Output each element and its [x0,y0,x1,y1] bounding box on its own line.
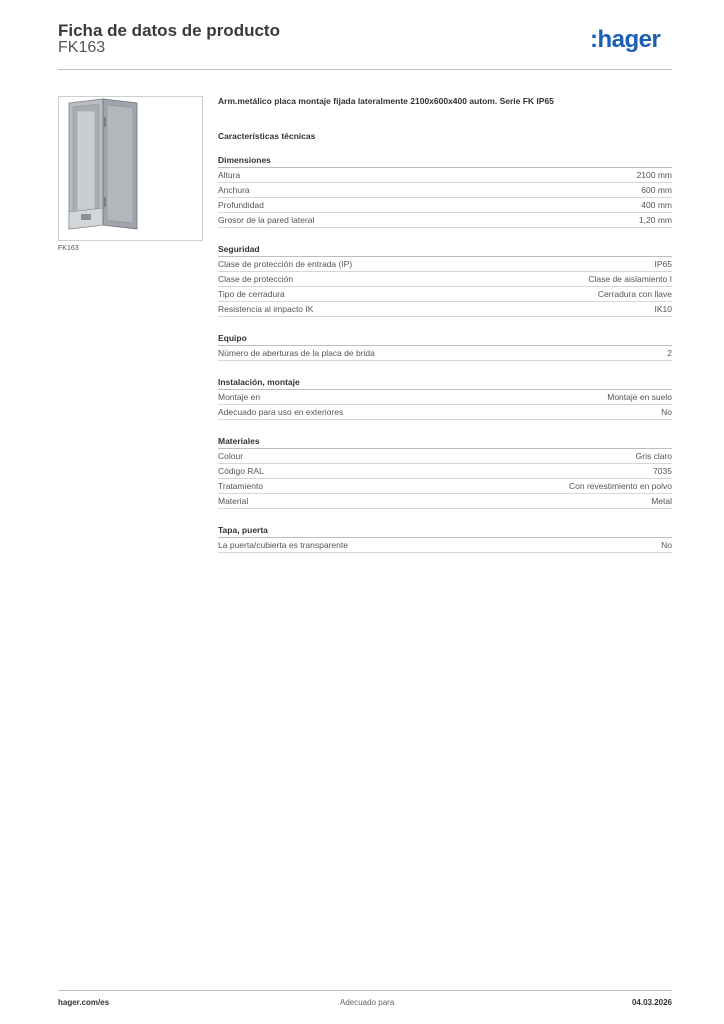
spec-label: Profundidad [218,200,264,210]
spec-value: Con revestimiento en polvo [568,481,672,491]
spec-value: IK10 [654,304,672,314]
spec-group-title: Equipo [218,332,672,346]
spec-group-title: Instalación, montaje [218,376,672,390]
footer-note: Adecuado para [340,998,395,1007]
spec-group-title: Tapa, puerta [218,524,672,538]
spec-value: Metal [651,496,672,506]
spec-label: Clase de protección de entrada (IP) [218,259,353,269]
spec-label: Montaje en [218,392,261,402]
spec-group [218,376,672,420]
spec-group [218,332,672,361]
spec-row [218,302,672,317]
spec-group [218,435,672,509]
spec-value: Montaje en suelo [607,392,672,402]
spec-value: Gris claro [635,451,672,461]
spec-label: Tipo de cerradura [218,289,285,299]
spec-row [218,538,672,553]
spec-label: Colour [218,451,244,461]
spec-value: 400 mm [641,200,672,210]
footer-date: 04.03.2026 [631,998,672,1007]
spec-group [218,243,672,317]
spec-label: Clase de protección [218,274,294,284]
spec-row [218,464,672,479]
spec-row [218,183,672,198]
spec-row [218,213,672,228]
spec-group-title: Materiales [218,435,672,449]
spec-value: Cerradura con llave [597,289,672,299]
spec-label: Material [218,496,249,506]
spec-row [218,494,672,509]
spec-row [218,198,672,213]
spec-group-title: Dimensiones [218,154,672,168]
spec-group-title: Seguridad [218,243,672,257]
spec-groups [218,154,672,553]
spec-row [218,168,672,183]
spec-value: No [661,407,672,417]
product-details [218,96,672,553]
footer-divider [58,990,672,991]
image-caption: FK163 [58,245,79,252]
spec-label: Altura [218,170,241,180]
cabinet-illustration [59,97,202,240]
technical-section-title: Características técnicas [218,131,316,141]
footer-website[interactable]: hager.com/es [58,998,110,1007]
product-description: Arm.metálico placa montaje fijada lateralmente 2100x600x400 autom. Serie FK IP65 [218,96,554,106]
spec-label: La puerta/cubierta es transparente [218,540,348,550]
spec-value: 1,20 mm [638,215,672,225]
product-code: FK163 [58,39,106,56]
spec-value: 7035 [653,466,672,476]
spec-value: IP65 [654,259,672,269]
spec-value: 2100 mm [636,170,672,180]
spec-row [218,272,672,287]
spec-label: Tratamiento [218,481,264,491]
spec-label: Grosor de la pared lateral [218,215,315,225]
product-image [58,96,203,241]
spec-row [218,346,672,361]
spec-group [218,154,672,228]
spec-row [218,257,672,272]
spec-label: Código RAL [218,466,264,476]
spec-row [218,479,672,494]
spec-value: Clase de aislamiento I [588,274,672,284]
spec-row [218,405,672,420]
spec-row [218,390,672,405]
spec-label: Adecuado para uso en exteriores [218,407,344,417]
spec-row [218,287,672,302]
spec-value: No [661,540,672,550]
spec-value: 600 mm [641,185,672,195]
spec-label: Anchura [218,185,250,195]
hager-logo-text: :hager [590,26,661,53]
spec-label: Número de aberturas de la placa de brida [218,348,375,358]
spec-group [218,524,672,553]
spec-label: Resistencia al impacto IK [218,304,314,314]
page-title: Ficha de datos de producto [58,21,280,40]
spec-row [218,449,672,464]
hager-logo[interactable] [590,26,680,56]
header-divider [58,69,672,70]
spec-value: 2 [667,348,672,358]
